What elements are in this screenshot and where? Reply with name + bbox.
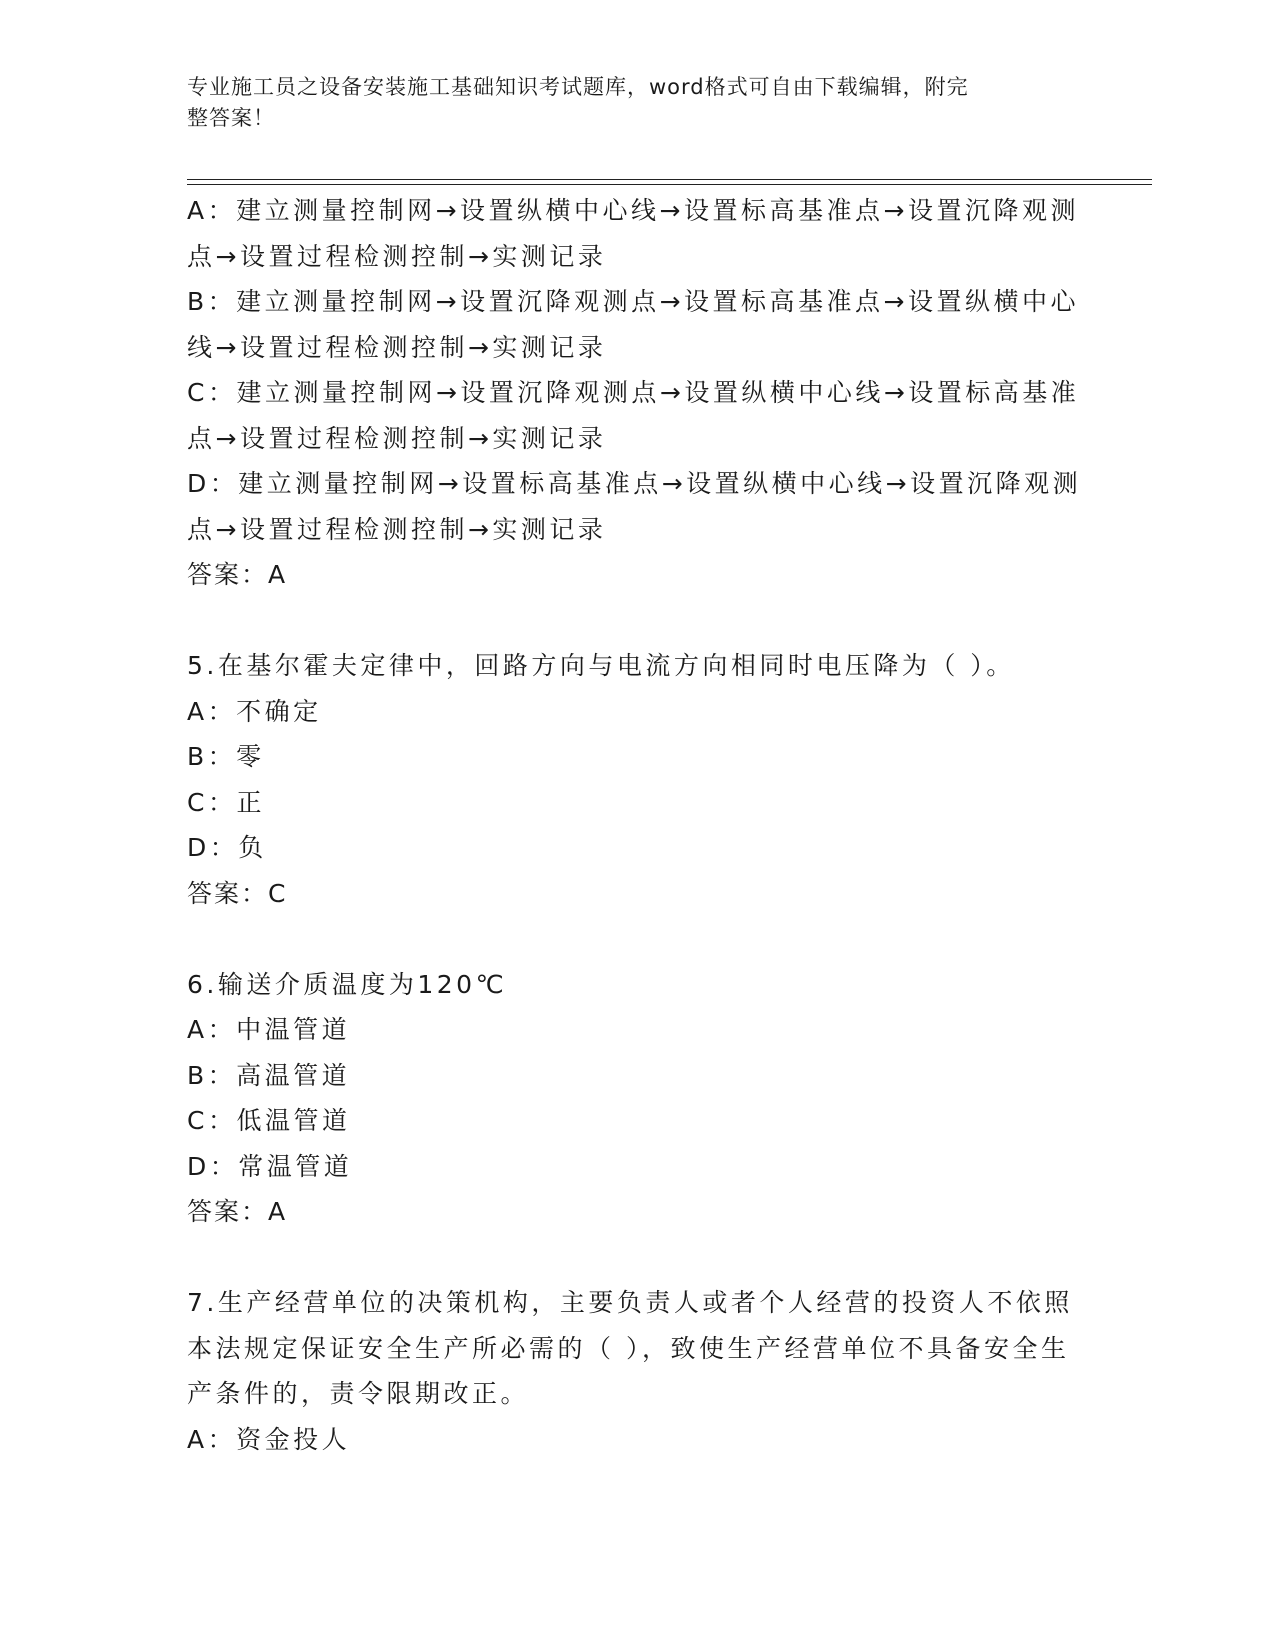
page-header: [187, 72, 1057, 134]
option-c: C：建立测量控制网→设置沉降观测点→设置纵横中心线→设置标高基准点→设置过程检测控制→实测记录: [187, 378, 1080, 453]
question-7: [187, 1280, 1087, 1462]
spacer: [187, 1235, 1087, 1281]
option-c: C：低温管道: [187, 1106, 351, 1135]
option-b: B：建立测量控制网→设置沉降观测点→设置标高基准点→设置纵横中心线→设置过程检测控制→实测记录: [187, 287, 1079, 362]
question-text: 7.生产经营单位的决策机构，主要负责人或者个人经营的投资人不依照本法规定保证安全生产所必需的（ ），致使生产经营单位不具备安全生产条件的，责令限期改正。: [187, 1288, 1073, 1408]
question-6: [187, 962, 1087, 1235]
option-b: B：零: [187, 742, 265, 771]
answer: 答案：A: [187, 1197, 288, 1226]
option-b: B：高温管道: [187, 1060, 351, 1090]
option-d: D：建立测量控制网→设置标高基准点→设置纵横中心线→设置沉降观测点→设置过程检测控制→实测记录: [187, 469, 1082, 544]
question-text: 6.输送介质温度为120℃: [187, 969, 508, 999]
answer: 答案：A: [187, 560, 288, 589]
question-4: [187, 188, 1087, 598]
header-divider-top: [187, 179, 1152, 180]
document-body: [187, 188, 1087, 1462]
option-a: A：不确定: [187, 696, 322, 726]
option-a: A：建立测量控制网→设置纵横中心线→设置标高基准点→设置沉降观测点→设置过程检测控制→实测记录: [187, 196, 1079, 271]
answer: 答案：C: [187, 878, 288, 908]
spacer: [187, 598, 1087, 644]
option-d: D：负: [187, 833, 267, 862]
option-d: D：常温管道: [187, 1151, 353, 1181]
option-a: A：资金投人: [187, 1424, 351, 1454]
header-line-2: 整答案！: [187, 106, 275, 130]
question-5: [187, 643, 1087, 916]
option-a: A：中温管道: [187, 1015, 351, 1044]
option-c: C：正: [187, 787, 265, 817]
header-line-1: 专业施工员之设备安装施工基础知识考试题库，word格式可自由下载编辑，附完: [187, 75, 969, 99]
header-divider-bottom: [187, 184, 1152, 185]
spacer: [187, 916, 1087, 962]
question-text: 5.在基尔霍夫定律中，回路方向与电流方向相同时电压降为（ ）。: [187, 651, 1015, 680]
